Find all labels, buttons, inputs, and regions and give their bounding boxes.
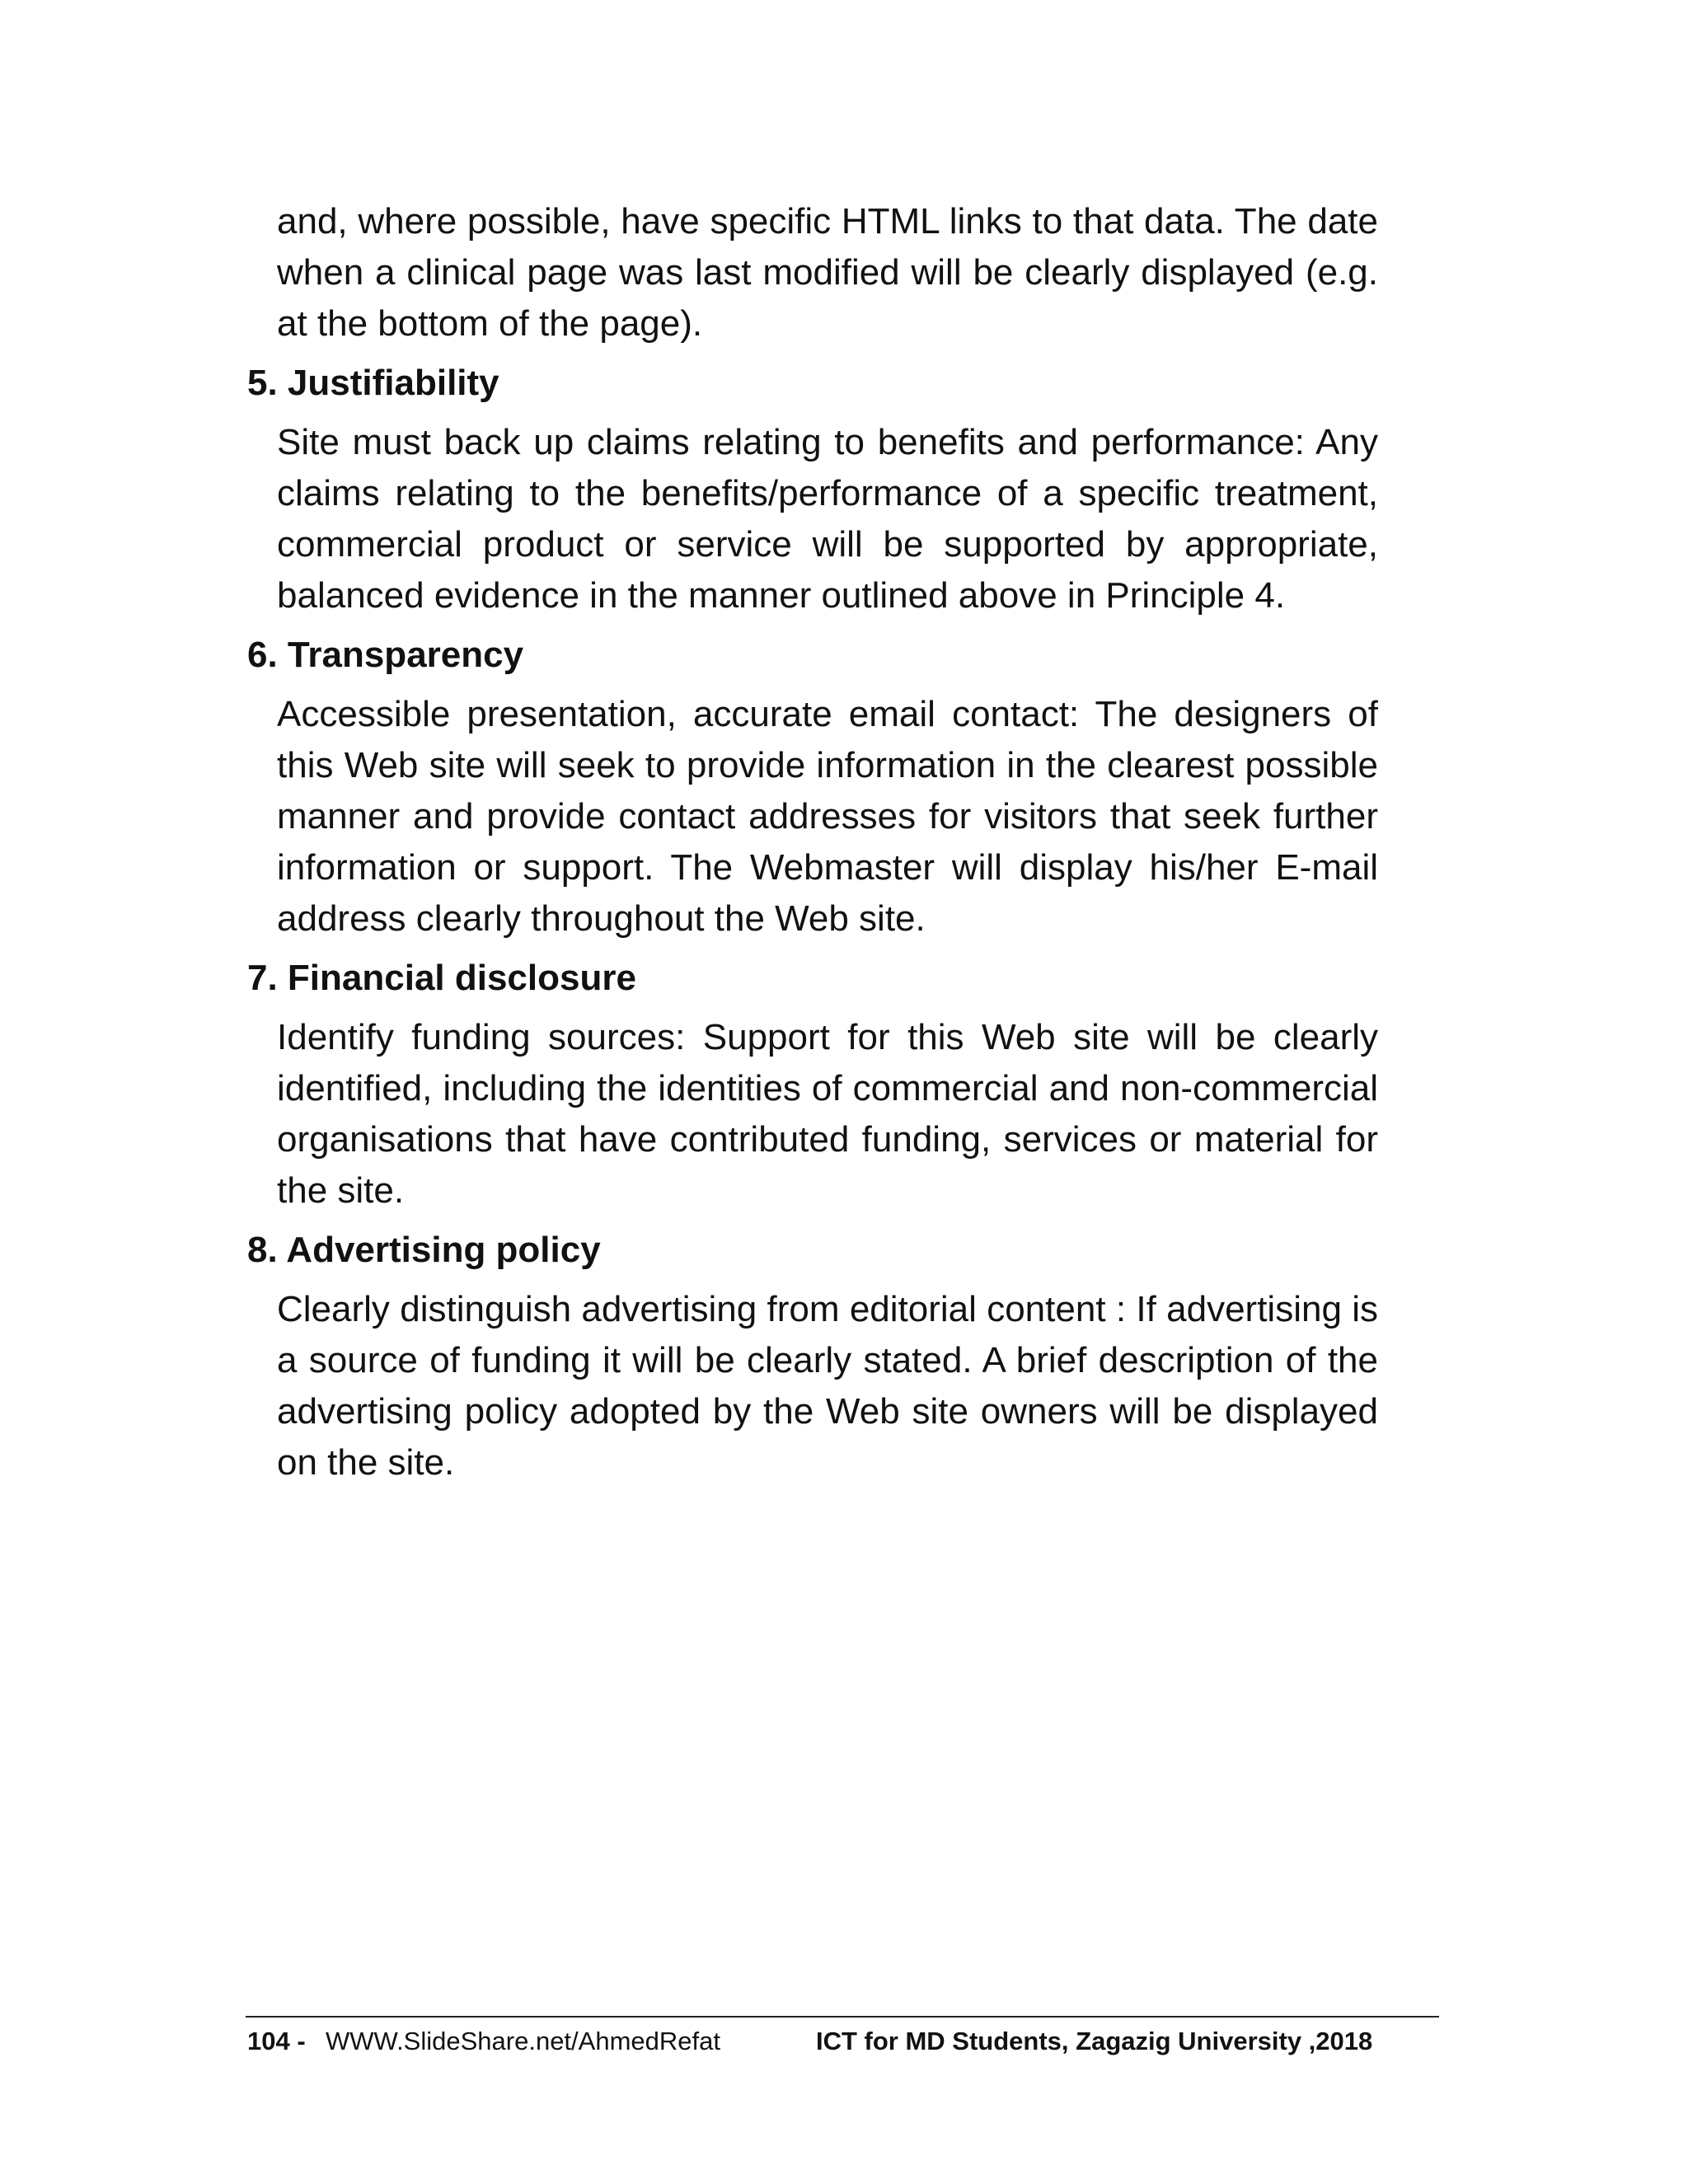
section-advertising-policy (247, 1225, 1378, 1488)
section-justifiability (247, 358, 1378, 621)
footer-site-link: WWW.SlideShare.net/AhmedRefat (326, 2027, 720, 2055)
intro-paragraph: and, where possible, have specific HTML links to that data. The date when a clinical page was last modified will be clearly displayed (e.g. at the bottom of the page). (277, 201, 1378, 344)
footer-divider (246, 2016, 1439, 2018)
section-heading: 7. Financial disclosure (247, 958, 636, 998)
section-paragraph: Site must back up claims relating to benefits and performance: Any claims relating to the benefits/performance of a specific treatment, commercial product or service will be supported by appropriate, balanced evidence in the manner outlined above in Principle 4. (277, 422, 1378, 616)
section-transparency (247, 630, 1378, 944)
footer-course-title: ICT for MD Students, Zagazig University ,2018 (816, 2027, 1373, 2055)
page-body (247, 196, 1378, 1488)
section-financial-disclosure (247, 953, 1378, 1216)
section-paragraph: Accessible presentation, accurate email contact: The designers of this Web site will seek to provide information in the clearest possible manner and provide contact addresses for visitors that seek further information or support. The Webmaster will display his/her E-mail address clearly throughout the Web site. (277, 694, 1378, 939)
section-paragraph: Clearly distinguish advertising from editorial content : If advertising is a source of funding it will be clearly stated. A brief description of the advertising policy adopted by the Web site owners will be displayed on the site. (277, 1289, 1378, 1483)
page-footer (247, 2021, 1441, 2062)
section-heading: 8. Advertising policy (247, 1230, 601, 1270)
section-heading: 6. Transparency (247, 635, 524, 675)
section-paragraph: Identify funding sources: Support for this Web site will be clearly identified, including the identities of commercial and non-commercial organisations that have contributed funding, services or material for the site. (277, 1017, 1378, 1211)
section-heading: 5. Justifiability (247, 363, 499, 403)
page-number: 104 - (247, 2027, 306, 2055)
